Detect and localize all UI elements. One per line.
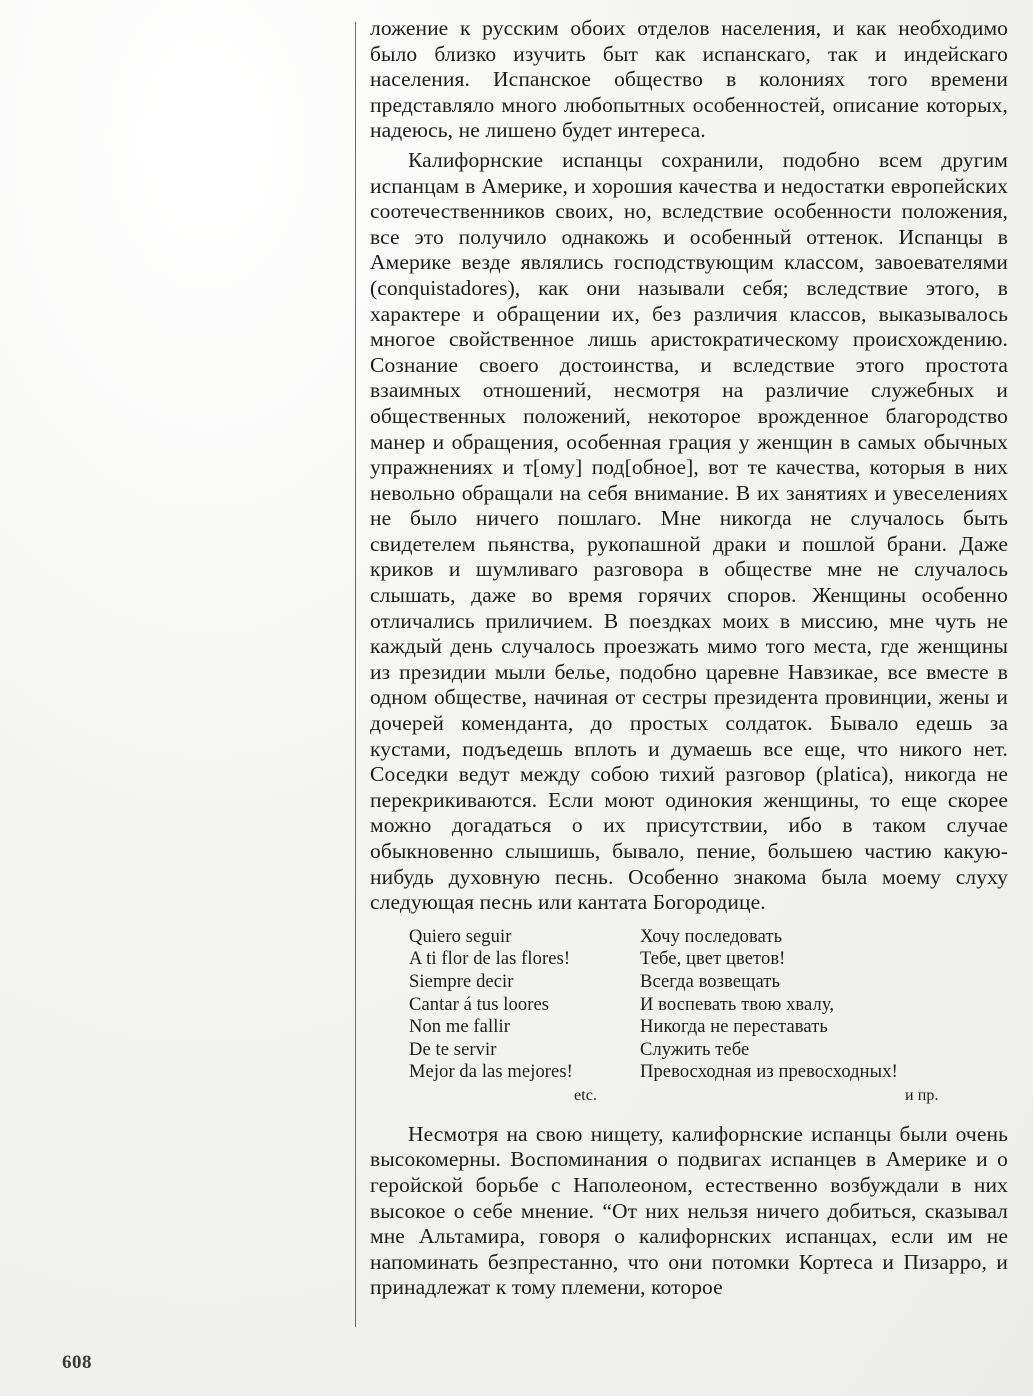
paragraph-continuation: ложение к русским обоих отделов населения, и как необходимо было близко изучить быт как испанскаго, так и индейскаго населения. Испанское общество в колониях того времени представляло много любопытных особенностей, описание которых, надеюсь, не лишено будет интереса.	[370, 16, 1008, 143]
poem-russian-etc: и пр.	[905, 1086, 939, 1104]
poem-russian-line: И воспевать твою хвалу,	[640, 994, 835, 1015]
paragraph-haughtiness: Несмотря на свою нищету, калифорнские испанцы были очень высокомерны. Воспоминания о подвигах испанцев в Америке и о геройской борьбе с Наполеоном, естественно возбуждали в них высокое о себе мнение. “От них нельзя ничего добиться, сказывал мне Альтамира, говоря о калифорнских испанцах, если им не напоминать безпрестанно, что они потомки Кортеса и Пизарро, и принадлежат к тому племени, которое	[370, 1121, 1008, 1300]
poem-russian-column	[640, 926, 970, 1084]
poem-russian-line: Служить тебе	[640, 1039, 750, 1060]
poem-spanish-line: Cantar á tus loores	[409, 994, 550, 1015]
poem-spanish-line: Siempre decir	[409, 971, 514, 992]
poem-russian-line: Тебе, цвет цветов!	[640, 949, 786, 970]
poem-spanish-etc: etc.	[574, 1086, 598, 1104]
poem-russian-line: Никогда не переставать	[640, 1017, 828, 1038]
poem-spanish-line: Quiero seguir	[409, 926, 512, 947]
poem-block	[409, 926, 1008, 1108]
page-number: 608	[62, 1352, 92, 1373]
poem-spanish-line: De te servir	[409, 1039, 497, 1060]
poem-spanish-line: A ti flor de las flores!	[409, 949, 571, 970]
poem-russian-line: Превосходная из превосходных!	[640, 1062, 898, 1083]
poem-russian-line: Хочу последовать	[640, 926, 783, 947]
margin-rule	[355, 22, 356, 1327]
poem-spanish-line: Mejor da las mejores!	[409, 1062, 573, 1083]
poem-spanish-column	[409, 926, 639, 1084]
poem-spanish-line: Non me fallir	[409, 1017, 510, 1038]
poem-russian-line: Всегда возвещать	[640, 971, 781, 992]
text-column	[370, 16, 1008, 1301]
paragraph-californian-spaniards: Калифорнские испанцы сохранили, подобно всем другим испанцам в Америке, и хорошия качества и недостатки европейских соотечественников своих, но, вследствие особенности положения, все это получило однакожь и особенный оттенок. Испанцы в Америке везде являлись господствующим классом, завоевателями (conquistadores), как они называли себя; вследствие этого, в характере и обращении их, без различия классов, выказывалось многое свойственное лишь аристократическому происхождению. Сознание своего достоинства, и вследствие этого простота взаимных отношений, несмотря на различие служебных и общественных положений, некоторое врожденное благородство манер и обращения, особенная грация у женщин в самых обычных упражнениях и т[ому] под[обное], вот те качества, которыя в них невольно обращали на себя внимание. В их занятиях и увеселениях не было ничего пошлаго. Мне никогда не случалось быть свидетелем пьянства, рукопашной драки и пошлой брани. Даже криков и шумливаго разговора в обществе мне не случалось слышать, даже во время горячих споров. Женщины особенно отличались приличием. В поездках моих в миссию, мне чуть не каждый день случалось проезжать мимо того места, где женщины из президии мыли белье, подобно царевне Навзикае, все вместе в одном обществе, начиная от сестры президента провинции, жены и дочерей коменданта, до простых солдаток. Бывало едешь за кустами, подъедешь вплоть и думаешь все еще, что никого нет. Соседки ведут между собою тихий разговор (platica), никогда не перекрикиваются. Если моют одинокия женщины, то еще скорее можно догадаться о их присутствии, ибо в таком случае обыкновенно слышишь, бывало, пение, большею частию какую-нибудь духовную песнь. Особенно знакома была моему слуху следующая песнь или кантата Богородице.	[370, 147, 1008, 915]
